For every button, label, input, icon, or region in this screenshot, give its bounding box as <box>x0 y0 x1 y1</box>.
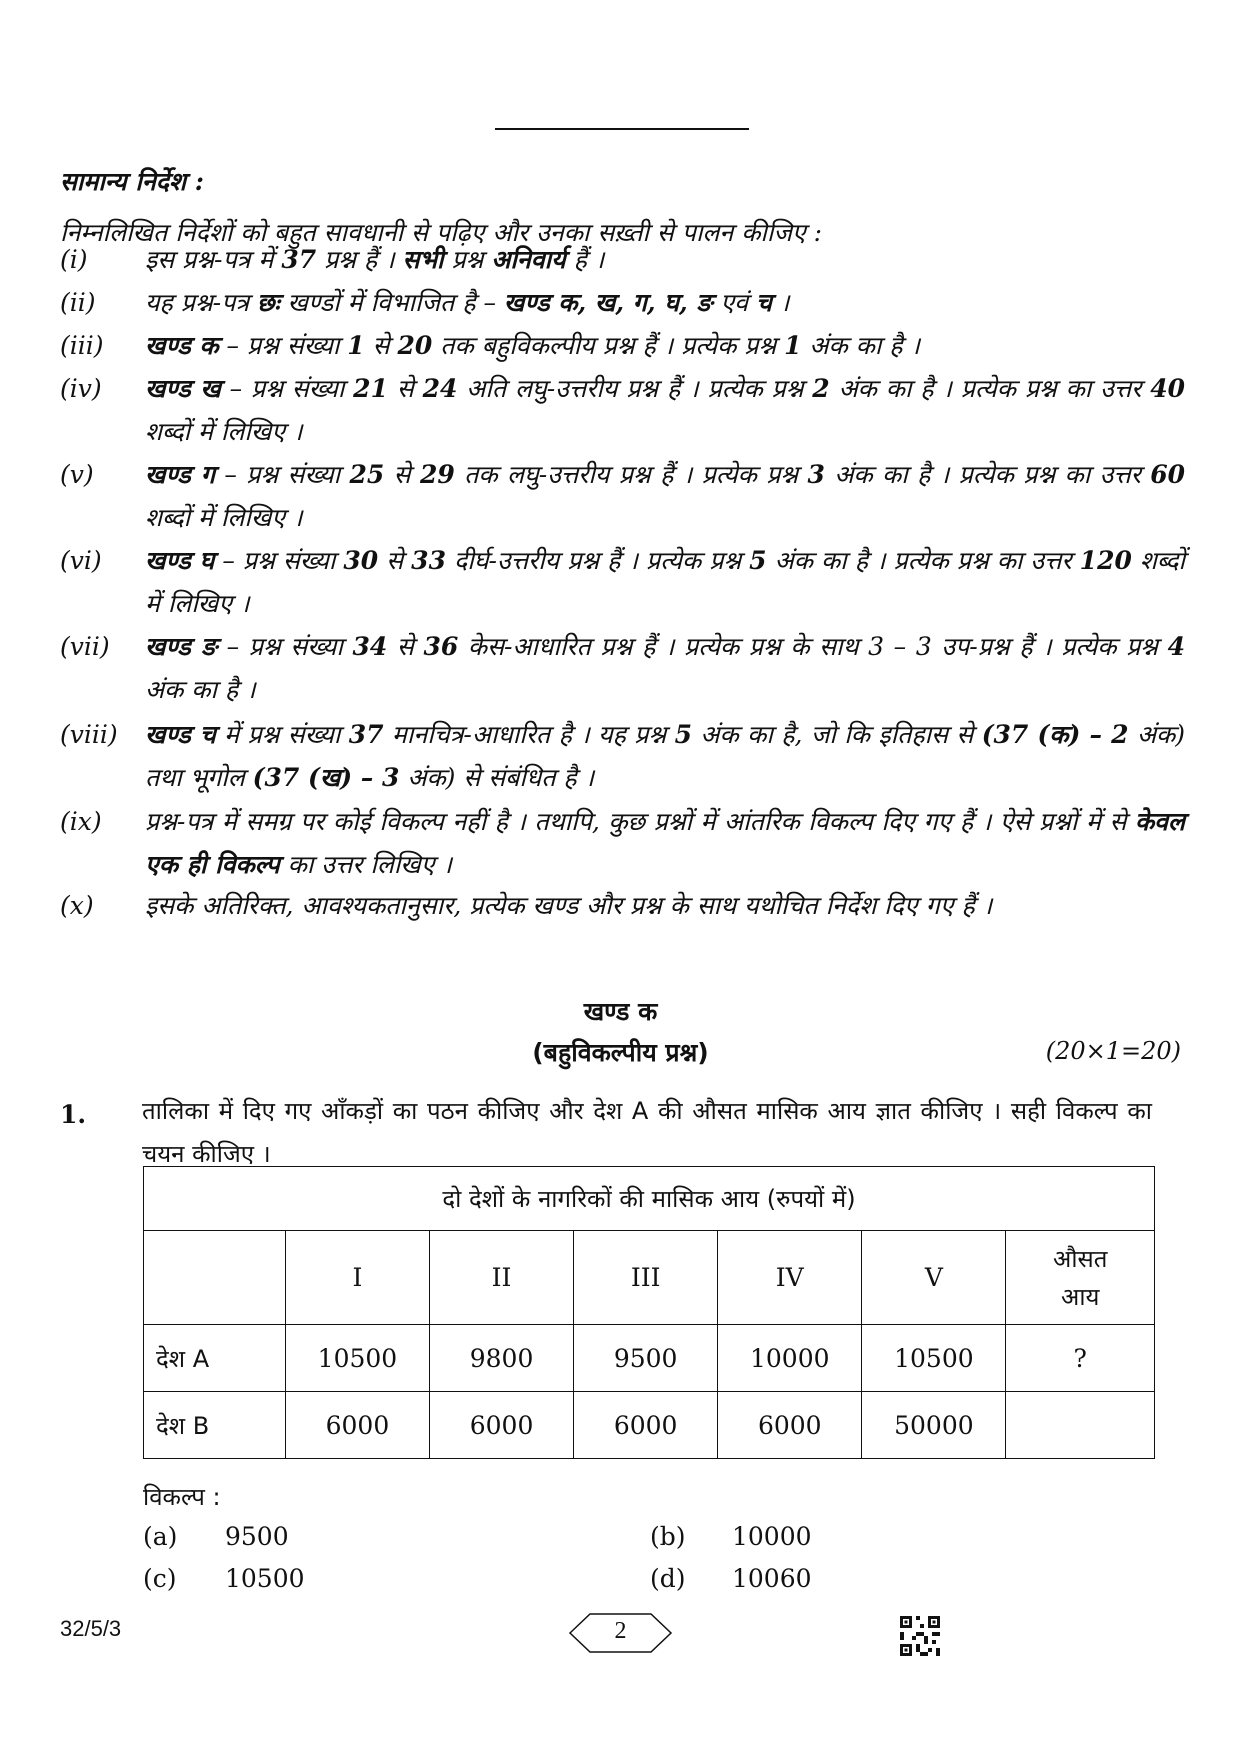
instruction-fragment: एवं <box>712 288 756 317</box>
instruction-text <box>145 884 1185 927</box>
instruction-item <box>60 367 1185 453</box>
instruction-fragment: शब्दों में लिखिए । <box>145 546 1185 618</box>
top-divider <box>495 128 749 130</box>
general-instructions-heading: सामान्य निर्देश : <box>60 167 204 196</box>
instruction-fragment: अंक का है । प्रत्येक प्रश्न का उत्तर <box>766 546 1080 575</box>
options-heading: विकल्प : <box>143 1483 221 1511</box>
instruction-text <box>145 713 1185 799</box>
instruction-emphasis: 36 <box>423 632 459 661</box>
instruction-number: (i) <box>60 245 88 274</box>
avg-header-line1: औसत <box>1052 1244 1108 1273</box>
question-number: 1. <box>60 1100 87 1129</box>
instruction-emphasis: खण्ड घ <box>145 546 215 575</box>
table-cell: 10000 <box>718 1325 862 1392</box>
table-header-cell <box>144 1231 286 1325</box>
instruction-fragment: प्रश्न <box>443 245 492 274</box>
instruction-emphasis: 33 <box>411 546 446 575</box>
table-cell: 50000 <box>862 1392 1006 1459</box>
instruction-emphasis: 25 <box>349 460 385 489</box>
page-number <box>568 1612 673 1654</box>
instruction-fragment: । <box>771 288 790 317</box>
instruction-fragment: खण्डों में विभाजित है – <box>279 288 504 317</box>
instruction-fragment: अंक का है । <box>145 675 256 704</box>
instruction-fragment: इस प्रश्न-पत्र में <box>145 245 282 274</box>
general-instructions-intro: निम्नलिखित निर्देशों को बहुत सावधानी से पढ़िए और उनका सख़्ती से पालन कीजिए : <box>60 218 823 247</box>
instruction-emphasis: 34 <box>352 632 388 661</box>
instruction-emphasis: 37 <box>281 245 317 274</box>
option-label: (d) <box>650 1564 686 1593</box>
option-label: (a) <box>143 1522 178 1551</box>
instruction-number: (viii) <box>60 720 118 749</box>
instruction-fragment: अंक) से संबंधित है । <box>399 763 595 792</box>
table-cell: 6000 <box>285 1392 429 1459</box>
table-row <box>144 1325 1155 1392</box>
instruction-emphasis: 1 <box>347 331 365 360</box>
option-value: 10000 <box>732 1522 812 1551</box>
question-text: तालिका में दिए गए आँकड़ों का पठन कीजिए और देश A की औसत मासिक आय ज्ञात कीजिए । सही विकल्प का चयन कीजिए । <box>142 1097 1152 1168</box>
table-cell: 6000 <box>430 1392 574 1459</box>
instruction-emphasis: (37 (क) – 2 <box>981 720 1129 749</box>
instruction-emphasis: खण्ड च <box>145 720 216 749</box>
instruction-emphasis: अनिवार्य <box>491 245 566 274</box>
table-cell: 9500 <box>574 1325 718 1392</box>
instruction-fragment: अंक का है, जो कि इतिहास से <box>692 720 982 749</box>
instruction-fragment: अंक का है । प्रत्येक प्रश्न का उत्तर <box>824 460 1151 489</box>
instruction-emphasis: 5 <box>674 720 693 749</box>
instruction-fragment: – प्रश्न संख्या <box>214 460 350 489</box>
table-cell: 10500 <box>862 1325 1006 1392</box>
instruction-emphasis: 40 <box>1150 374 1186 403</box>
instruction-emphasis: 1 <box>784 331 802 360</box>
option-c <box>143 1564 305 1593</box>
table-header-cell: IV <box>718 1231 862 1325</box>
instruction-fragment: से <box>387 374 423 403</box>
instruction-text <box>145 800 1185 886</box>
instruction-number: (ii) <box>60 288 96 317</box>
table-header-avg <box>1006 1231 1155 1325</box>
option-value: 10060 <box>732 1564 812 1593</box>
table-cell: 6000 <box>718 1392 862 1459</box>
instruction-fragment: – प्रश्न संख्या <box>217 632 353 661</box>
instruction-fragment: में प्रश्न संख्या <box>215 720 349 749</box>
instruction-emphasis: 5 <box>749 546 767 575</box>
table-header-cell: I <box>285 1231 429 1325</box>
option-label: (b) <box>650 1522 686 1551</box>
instruction-emphasis: खण्ड ग <box>145 460 215 489</box>
instruction-fragment: यह प्रश्न-पत्र <box>145 288 258 317</box>
table-row <box>144 1392 1155 1459</box>
qr-code-icon <box>900 1616 940 1656</box>
instruction-number: (iv) <box>60 374 102 403</box>
instruction-text <box>145 238 1185 281</box>
instruction-item <box>60 324 1185 367</box>
instruction-fragment: शब्दों में लिखिए । <box>145 503 303 532</box>
instruction-emphasis: छः <box>257 288 280 317</box>
instruction-item <box>60 884 1185 927</box>
section-title: खण्ड क <box>583 997 658 1026</box>
instruction-number: (vi) <box>60 546 102 575</box>
instruction-text <box>145 453 1185 539</box>
instruction-emphasis: सभी <box>402 245 444 274</box>
instruction-emphasis: केवल एक ही विकल्प <box>145 807 1185 879</box>
paper-code: 32/5/3 <box>60 1616 122 1641</box>
instruction-fragment: से <box>378 546 412 575</box>
instruction-emphasis: 37 <box>348 720 384 749</box>
instruction-fragment: अंक का है । प्रत्येक प्रश्न का उत्तर <box>829 374 1151 403</box>
instruction-fragment: प्रश्न हैं । <box>316 245 403 274</box>
instruction-text <box>145 625 1185 711</box>
instruction-fragment: शब्दों में लिखिए । <box>145 417 303 446</box>
income-table <box>143 1166 1155 1459</box>
instruction-emphasis: च <box>756 288 772 317</box>
instruction-fragment: प्रश्न-पत्र में समग्र पर कोई विकल्प नहीं है । तथापि, कुछ प्रश्नों में आंतरिक विकल्प दिए गए हैं । ऐसे प्रश्नों में से <box>145 807 1135 836</box>
instruction-emphasis: खण्ड क, ख, ग, घ, ङ <box>503 288 713 317</box>
instruction-emphasis: खण्ड ङ <box>145 632 218 661</box>
instruction-emphasis: 29 <box>419 460 455 489</box>
option-a <box>143 1522 289 1551</box>
table-cell: 6000 <box>574 1392 718 1459</box>
instruction-item <box>60 453 1185 539</box>
instruction-emphasis: 4 <box>1167 632 1186 661</box>
option-value: 10500 <box>225 1564 305 1593</box>
table-header-cell: III <box>574 1231 718 1325</box>
instruction-fragment: तक लघु-उत्तरीय प्रश्न हैं । प्रत्येक प्रश्न <box>454 460 808 489</box>
section-subtitle: (बहुविकल्पीय प्रश्न) <box>532 1038 709 1067</box>
instruction-emphasis: 30 <box>343 546 379 575</box>
instruction-text <box>145 281 1185 324</box>
instruction-number: (v) <box>60 460 94 489</box>
table-cell: ? <box>1006 1325 1155 1392</box>
instruction-item <box>60 713 1185 799</box>
table-header-row <box>144 1231 1155 1325</box>
instruction-item <box>60 625 1185 711</box>
instruction-emphasis: खण्ड ख <box>145 374 221 403</box>
row-label: देश A <box>144 1325 286 1392</box>
instruction-fragment: मानचित्र-आधारित है । यह प्रश्न <box>383 720 675 749</box>
table-cell <box>1006 1392 1155 1459</box>
page-number-text: 2 <box>614 1618 627 1644</box>
instruction-fragment: अंक का है । <box>801 331 920 360</box>
instruction-number: (iii) <box>60 331 104 360</box>
option-label: (c) <box>143 1564 177 1593</box>
avg-header-line2: आय <box>1060 1282 1100 1311</box>
instruction-fragment: से <box>384 460 420 489</box>
instruction-fragment: अति लघु-उत्तरीय प्रश्न हैं । प्रत्येक प्रश्न <box>457 374 813 403</box>
instruction-emphasis: 21 <box>353 374 388 403</box>
instruction-emphasis: 24 <box>422 374 458 403</box>
option-b <box>650 1522 812 1551</box>
instruction-emphasis: खण्ड क <box>145 331 219 360</box>
option-value: 9500 <box>225 1522 289 1551</box>
instruction-fragment: – प्रश्न संख्या <box>214 546 344 575</box>
instruction-item <box>60 800 1185 886</box>
instruction-fragment: इसके अतिरिक्त, आवश्यकतानुसार, प्रत्येक खण्ड और प्रश्न के साथ यथोचित निर्देश दिए गए हैं । <box>145 891 993 920</box>
instruction-item <box>60 281 1185 324</box>
instruction-fragment: से <box>387 632 424 661</box>
instruction-item <box>60 539 1185 625</box>
instruction-number: (ix) <box>60 807 102 836</box>
instruction-emphasis: 120 <box>1079 546 1132 575</box>
instruction-emphasis: 60 <box>1150 460 1186 489</box>
instruction-text <box>145 539 1185 625</box>
instruction-fragment: अंक) तथा भूगोल <box>145 720 1186 792</box>
instruction-fragment: तक बहुविकल्पीय प्रश्न हैं । प्रत्येक प्रश्न <box>432 331 785 360</box>
instruction-fragment: – प्रश्न संख्या <box>220 374 354 403</box>
instruction-fragment: केस-आधारित प्रश्न हैं । प्रत्येक प्रश्न के साथ 3 – 3 उप-प्रश्न हैं । प्रत्येक प्रश्न <box>458 632 1168 661</box>
instruction-number: (x) <box>60 891 94 920</box>
table-cell: 9800 <box>430 1325 574 1392</box>
instruction-text <box>145 367 1185 453</box>
instruction-fragment: दीर्घ-उत्तरीय प्रश्न हैं । प्रत्येक प्रश्न <box>445 546 750 575</box>
table-header-cell: V <box>862 1231 1006 1325</box>
instruction-emphasis: 3 <box>807 460 825 489</box>
instruction-number: (vii) <box>60 632 110 661</box>
table-caption: दो देशों के नागरिकों की मासिक आय (रुपयों में) <box>144 1167 1155 1231</box>
instruction-text <box>145 324 1185 367</box>
instruction-fragment: – प्रश्न संख्या <box>218 331 348 360</box>
table-cell: 10500 <box>285 1325 429 1392</box>
instruction-item <box>60 238 1185 281</box>
instruction-emphasis: 2 <box>812 374 830 403</box>
table-header-cell: II <box>430 1231 574 1325</box>
instruction-fragment: का उत्तर लिखिए । <box>279 850 453 879</box>
instruction-emphasis: (37 (ख) – 3 <box>252 763 400 792</box>
instruction-fragment: से <box>364 331 398 360</box>
row-label: देश B <box>144 1392 286 1459</box>
section-marks: (20×1=20) <box>1045 1037 1181 1065</box>
option-d <box>650 1564 812 1593</box>
instruction-emphasis: 20 <box>397 331 433 360</box>
instruction-fragment: हैं । <box>565 245 605 274</box>
